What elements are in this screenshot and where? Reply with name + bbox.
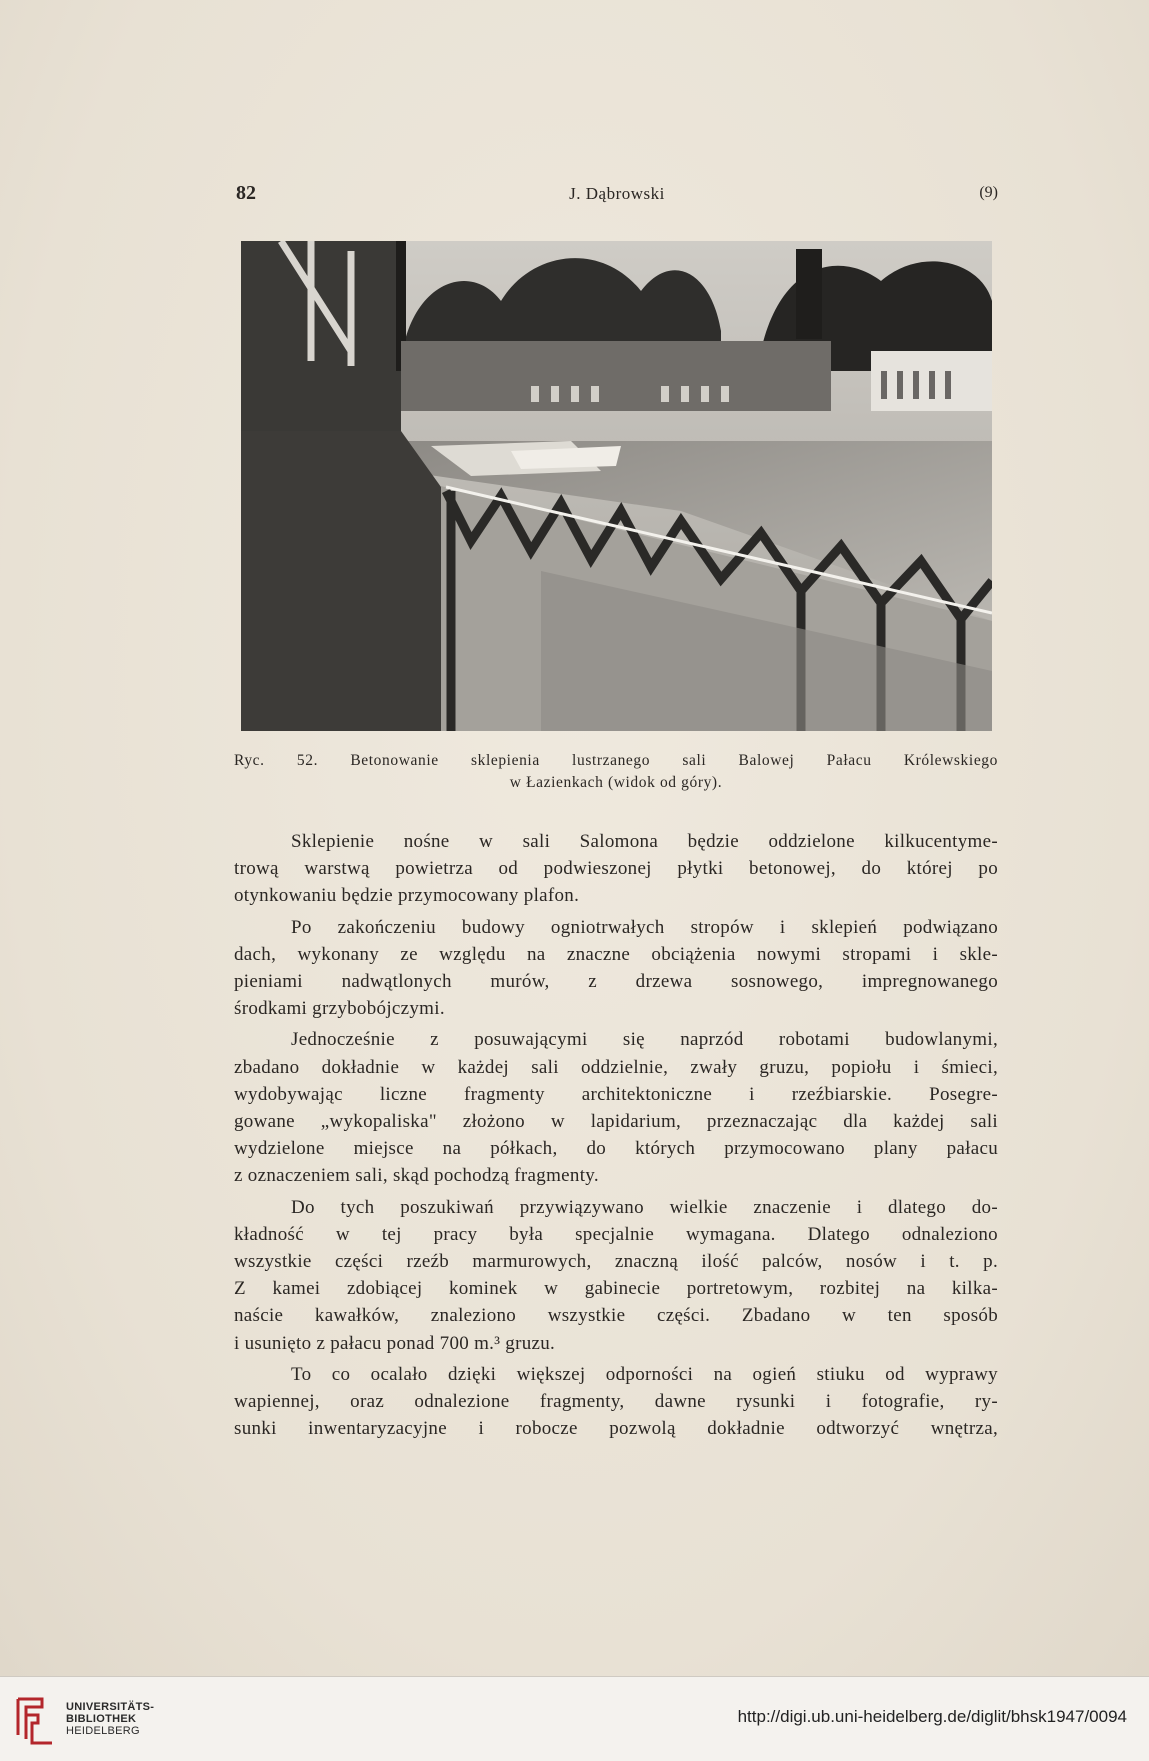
running-author: J. Dąbrowski — [569, 184, 665, 203]
text-line: otynkowaniu będzie przymocowany plafon. — [234, 885, 580, 907]
text-line: wydobywając liczne fragmenty architektoniczne i rzeźbiarskie. Posegre- — [234, 1083, 998, 1105]
text-line: sunki inwentaryzacyjne i robocze pozwolą dokładnie odtworzyć wnętrza, — [234, 1418, 998, 1440]
text-line: kładność w tej pracy była specjalnie wymagana. Dlatego odnaleziono — [234, 1223, 998, 1245]
text-line: z oznaczeniem sali, skąd pochodzą fragmenty. — [234, 1165, 599, 1187]
text-line: Do tych poszukiwań przywiązywano wielkie znaczenie i dlatego do- — [291, 1196, 998, 1218]
text-line: gowane „wykopaliska" złożono w lapidarium, przeznaczając dla każdej sali — [234, 1111, 998, 1133]
text-line: To co ocalało dzięki większej odporności na ogień stiuku od wyprawy — [291, 1363, 998, 1385]
library-name-line: UNIVERSITÄTS- — [66, 1701, 155, 1713]
paragraph — [234, 1026, 998, 1189]
page-number: 82 — [236, 182, 256, 204]
text-line: Z kamei zdobiącej kominek w gabinecie portretowym, rozbitej na kilka- — [234, 1278, 998, 1300]
text-line: dach, wykonany ze względu na znaczne obciążenia nowymi stropami i skle- — [234, 943, 998, 965]
text-line: naście kawałków, znaleziono wszystkie części. Zbadano w ten sposób — [234, 1305, 998, 1327]
caption-line: w Łazienkach (widok od góry). — [509, 774, 723, 791]
paragraph — [234, 1361, 998, 1443]
running-header — [236, 182, 998, 212]
text-line: środkami grzybobójczymi. — [234, 998, 445, 1020]
text-line: pieniami nadwątlonych murów, z drzewa sosnowego, impregnowanego — [234, 971, 998, 993]
permalink-url[interactable]: http://digi.ub.uni-heidelberg.de/diglit/bhsk1947/0094 — [737, 1707, 1127, 1726]
text-line: Po zakończeniu budowy ogniotrwałych stropów i sklepień podwiązano — [291, 916, 998, 938]
text-line: Jednocześnie z posuwającymi się naprzód robotami budowlanymi, — [291, 1029, 998, 1051]
body-text — [234, 828, 998, 1446]
library-name-line: BIBLIOTHEK — [66, 1713, 137, 1725]
text-line: wszystkie części rzeźb marmurowych, znaczną ilość palców, nosów i t. p. — [234, 1251, 998, 1273]
ub-heidelberg-logo-icon[interactable] — [12, 1691, 58, 1747]
footer-bar — [0, 1676, 1149, 1761]
caption-line: Ryc. 52. Betonowanie sklepienia lustrzanego sali Balowej Pałacu Królewskiego — [234, 752, 998, 769]
paragraph — [234, 828, 998, 910]
text-line: trową warstwą powietrza od podwieszonej płytki betonowej, do której po — [234, 858, 998, 880]
figure-photo — [241, 241, 992, 731]
photo-construction-site-icon — [241, 241, 992, 731]
section-number: (9) — [979, 184, 998, 201]
text-line: wydzielone miejsce na półkach, do których przymocowano plany pałacu — [234, 1138, 998, 1160]
text-line: Sklepienie nośne w sali Salomona będzie oddzielone kilkucentyme- — [291, 831, 998, 852]
figure-caption — [234, 750, 998, 794]
paragraph — [234, 1194, 998, 1357]
text-line: zbadano dokładnie w każdej sali oddzielnie, zwały gruzu, popiołu i śmieci, — [234, 1056, 998, 1078]
library-name[interactable] — [66, 1701, 154, 1737]
text-line: i usunięto z pałacu ponad 700 m.³ gruzu. — [234, 1332, 556, 1354]
paragraph — [234, 914, 998, 1023]
text-line: wapiennej, oraz odnalezione fragmenty, dawne rysunki i fotografie, ry- — [234, 1391, 998, 1413]
library-name-line: HEIDELBERG — [66, 1725, 140, 1737]
